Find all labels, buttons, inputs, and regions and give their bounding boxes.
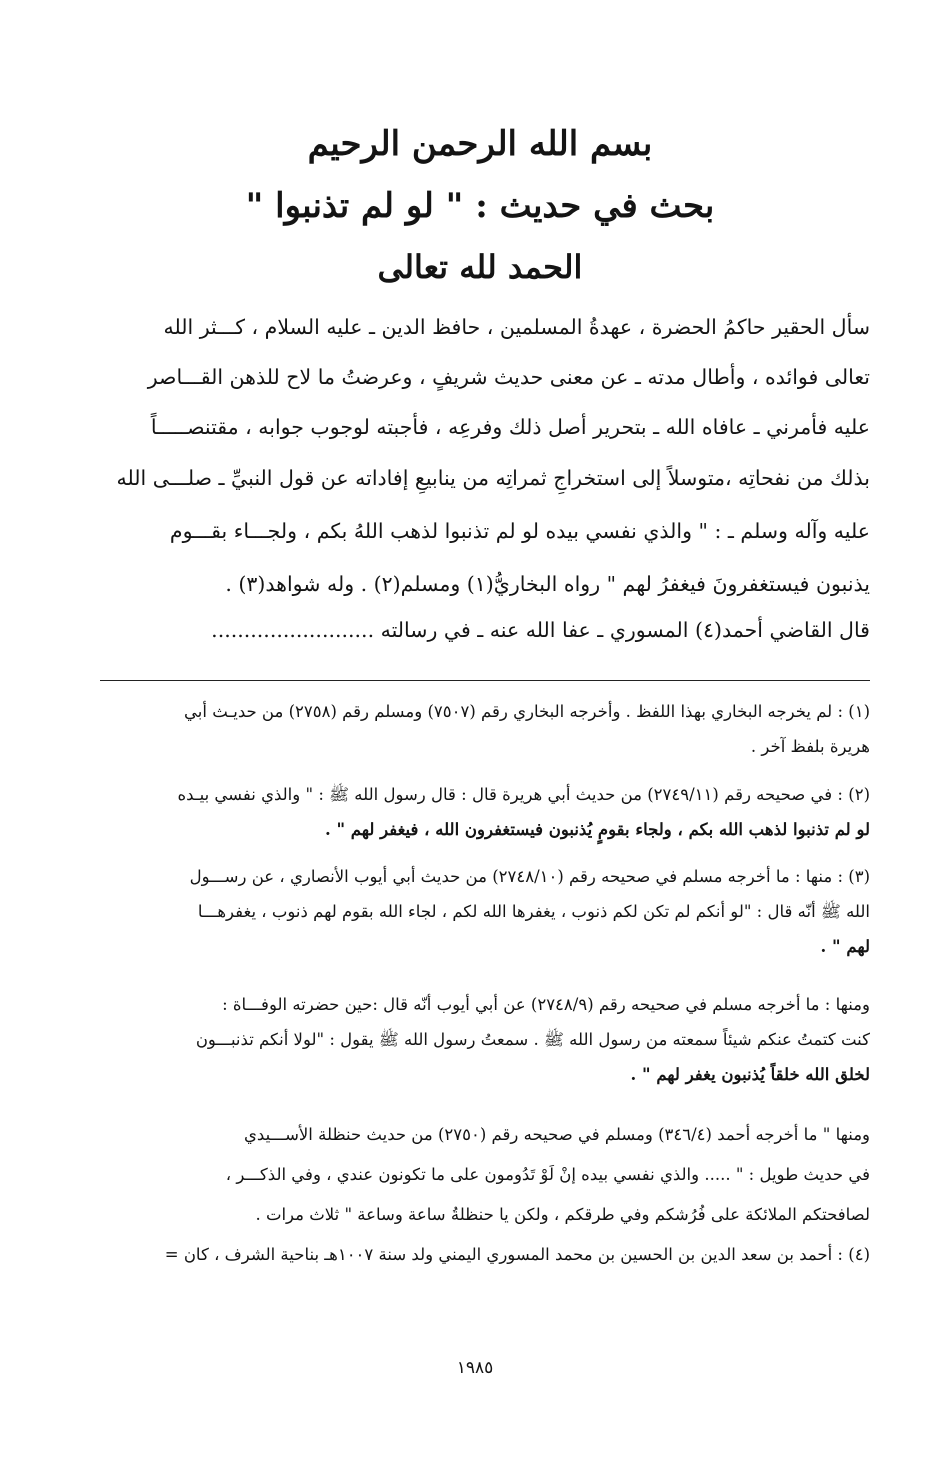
footnote-line: هريرة بلفظ آخر . (750, 737, 870, 756)
basmala-heading: بسم الله الرحمن الرحيم (307, 124, 653, 164)
body-line: سأل الحقير حاكمُ الحضرة ، عهدةُ المسلمين ، حافظ الدين ـ عليه السلام ، كـــثر الله (163, 315, 870, 339)
document-title: بحث في حديث : " لو لم تذنبوا " (245, 186, 715, 226)
footnote-line: (٤) : أحمد بن سعد الدين بن الحسين بن محمد المسوري اليمني ولد سنة ١٠٠٧هـ بناحية الشرف ، كان = (164, 1245, 870, 1264)
footnote-line: (٣) : منها : ما أخرجه مسلم في صحيحه رقم (٢٧٤٨/١٠) من حديث أبي أيوب الأنصاري ، عن رســـول (189, 867, 870, 886)
footnote-line: (١) : لم يخرجه البخاري بهذا اللفظ . وأخرجه البخاري رقم (٧٥٠٧) ومسلم رقم (٢٧٥٨) من حديـث أبي (184, 702, 870, 721)
footnote-line: لصافحتكم الملائكة على فُرُشكم وفي طرقكم ، ولكن يا حنظلةُ ساعة وساعة " ثلاث مرات . (255, 1205, 870, 1224)
footnote-line: لهم " . (820, 937, 870, 956)
footnote-line: في حديث طويل : " ..... والذي نفسي بيده إنْ لَوْ تَدُومون على ما تكونون عندي ، وفي الذكـــر ، (225, 1165, 870, 1184)
body-line: بذلك من نفحاتِه ،متوسلاً إلى استخراجِ ثمراتِه من ينابيعِ إفاداته عن قول النبيِّ ـ صلـــى الله (116, 466, 870, 490)
footnote-line: كنت كتمتُ عنكم شيئاً سمعته من رسول الله ﷺ . سمعتُ رسول الله ﷺ يقول : "لولا أنكم تذنبـــون (195, 1030, 870, 1049)
body-line: عليه فأمرني ـ عافاه الله ـ بتحرير أصل ذلك وفرعِه ، فأجبته لوجوب جوابه ، مقتنصـــــاً (150, 415, 870, 439)
hamd-heading: الحمد لله تعالى (377, 248, 583, 286)
footnote-line: الله ﷺ أنّه قال : "لو أنكم لم تكن لكم ذنوب ، يغفرها الله لكم ، لجاء الله بقوم لهم ذنوب ، يغفرهـــا (197, 902, 870, 921)
footnote-line: لخلق الله خلقاً يُذنبون يغفر لهم " . (630, 1065, 870, 1084)
footnote-line: ومنها : ما أخرجه مسلم في صحيحه رقم (٢٧٤٨/٩) عن أبي أيوب أنّه قال :حين حضرته الوفـــاة : (222, 995, 870, 1014)
page-number: ١٩٨٥ (456, 1358, 494, 1378)
body-line: تعالى فوائده ، وأطال مدته ـ عن معنى حديث شريفٍ ، وعرضتُ ما لاح للذهن القـــاصر (147, 365, 870, 389)
footnote-line: ومنها " ما أخرجه أحمد (٣٤٦/٤) ومسلم في صحيحه رقم (٢٧٥٠) من حديث حنظلة الأســـيدي (244, 1125, 870, 1144)
body-line: عليه وآله وسلم ـ : " والذي نفسي بيده لو لم تذنبوا لذهب اللهُ بكم ، ولجـــاء بقـــوم (169, 519, 870, 543)
body-line: قال القاضي أحمد(٤) المسوري ـ عفا الله عنه ـ في رسالته ......................... (211, 618, 870, 642)
footnote-line: (٢) : في صحيحه رقم (٢٧٤٩/١١) من حديث أبي هريرة قال : قال رسول الله ﷺ : " والذي نفسي بيـده (177, 785, 870, 804)
footnote-separator (100, 680, 870, 681)
body-line: يذنبون فيستغفرونَ فيغفرُ لهم " رواه البخاريُّ(١) ومسلم(٢) . وله شواهد(٣) . (225, 572, 870, 596)
footnote-line: لو لم تذنبوا لذهب الله بكم ، ولجاء بقومٍ يُذنبون فيستغفرون الله ، فيغفر لهم " . (324, 820, 870, 839)
